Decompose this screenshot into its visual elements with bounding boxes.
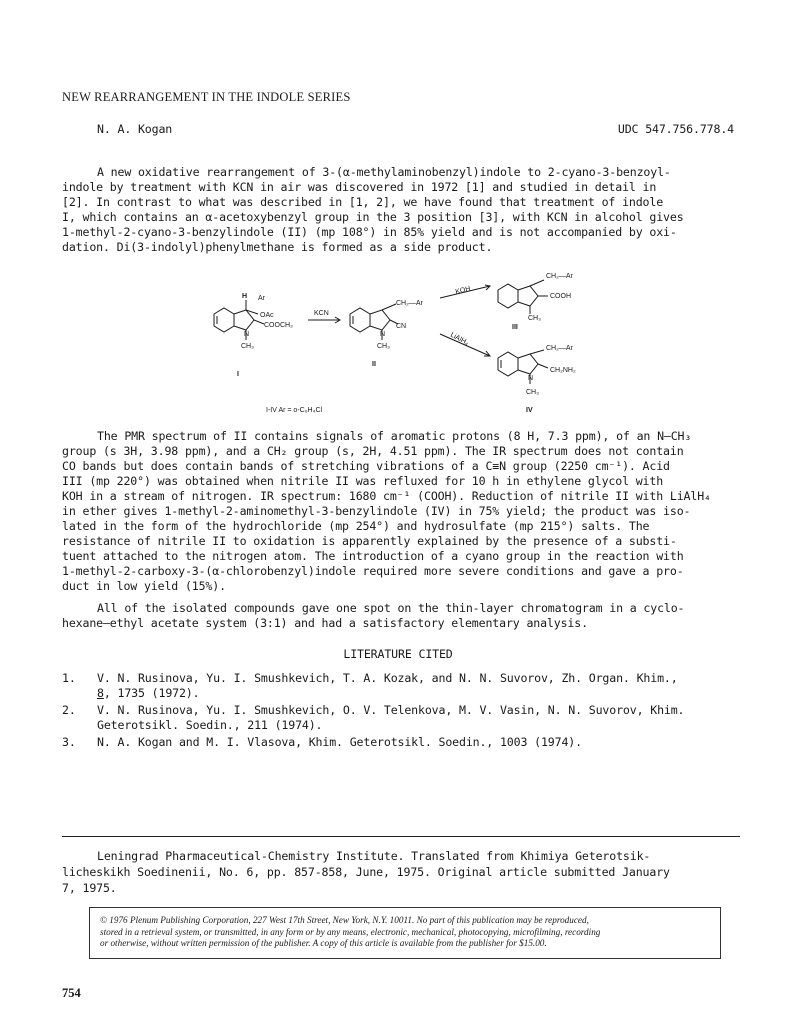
text-line: All of the isolated compounds gave one spot on the thin-layer chromatogram in a cyclo- xyxy=(97,601,685,615)
text-line: hexane—ethyl acetate system (3:1) and had a satisfactory elementary analysis. xyxy=(62,616,588,630)
compound-III-structure xyxy=(498,280,548,314)
compound-II-structure xyxy=(350,304,398,340)
reference-text: , 1735 (1972). xyxy=(103,686,200,700)
text-line: Leningrad Pharmaceutical-Chemistry Institute. Translated from Khimiya Geterotsik- xyxy=(97,849,651,863)
udc-code: UDC 547.756.778.4 xyxy=(617,122,734,136)
affiliation-note xyxy=(62,848,742,896)
scheme-label: COOCH₃ xyxy=(264,322,293,329)
text-line: The PMR spectrum of II contains signals of aromatic protons (8 H, 7.3 ppm), of an N—CH₃ xyxy=(97,429,692,443)
scheme-label: CH₃ xyxy=(377,343,390,350)
reference-number: 3. xyxy=(62,735,76,749)
text-line: 1-methyl-2-carboxy-3-(α-chlorobenzyl)indole required more severe conditions and gave a pro- xyxy=(62,564,684,578)
text-line: CO bands but does contain bands of stretching vibrations of a C≡N group (2250 cm⁻¹). Acid xyxy=(62,459,670,473)
scheme-label: CH₃ xyxy=(241,343,254,350)
tlc-paragraph xyxy=(62,601,740,631)
text-line: group (s 3H, 3.98 ppm), and a CH₂ group (s, 2H, 4.51 ppm). The IR spectrum does not contain xyxy=(62,444,684,458)
scheme-label: N xyxy=(244,331,250,338)
text-line: resistance of nitrile II to oxidation is apparently explained by the presence of a substi- xyxy=(62,534,677,548)
reagent-lialh4: LiAlH₄ xyxy=(449,331,470,347)
text-line: I, which contains an α-acetoxybenzyl group in the 3 position [3], with KCN in alcohol gives xyxy=(62,210,684,224)
reference-item xyxy=(62,703,742,733)
scheme-label: CH₂—Ar xyxy=(546,345,573,352)
reference-number: 1. xyxy=(62,671,76,685)
text-line: 7, 1975. xyxy=(62,881,117,895)
scheme-label: N xyxy=(528,375,534,382)
compound-I-structure xyxy=(214,300,264,340)
reference-text: Geterotsikl. Soedin., 211 (1974). xyxy=(97,718,323,732)
text-line: indole by treatment with KCN in air was discovered in 1972 [1] and studied in detail in xyxy=(62,180,657,194)
reference-text: N. A. Kogan and M. I. Vlasova, Khim. Geterotsikl. Soedin., 1003 (1974). xyxy=(97,735,582,749)
scheme-label: CH₂—Ar xyxy=(546,273,573,280)
intro-paragraph xyxy=(62,165,740,255)
text-line: in ether gives 1-methyl-2-aminomethyl-3-benzylindole (IV) in 75% yield; the product was iso- xyxy=(62,504,691,518)
scheme-label: CH₂—Ar xyxy=(396,300,423,307)
scheme-label: CH₂NH₂ xyxy=(550,367,576,374)
author-name: N. A. Kogan xyxy=(97,122,173,136)
text-line: dation. Di(3-indolyl)phenylmethane is formed as a side product. xyxy=(62,240,493,254)
scheme-label: CH₃ xyxy=(528,315,541,322)
text-line: or otherwise, without written permission of the publisher. A copy of this article is available from the publisher for $15.00. xyxy=(100,938,547,948)
compound-IV-structure xyxy=(498,350,548,384)
reagent-koh: KOH xyxy=(454,285,472,296)
text-line: stored in a retrieval system, or transmitted, in any form or by any means, electronic, mechanical, photocopying, microfilming, recording xyxy=(100,926,601,937)
text-line: [2]. In contrast to what was described in [1, 2], we have found that treatment of indole xyxy=(62,195,664,209)
scheme-label: OAc xyxy=(260,312,274,319)
text-line: A new oxidative rearrangement of 3-(α-methylaminobenzyl)indole to 2-cyano-3-benzoyl- xyxy=(97,165,671,179)
reference-text: V. N. Rusinova, Yu. I. Smushkevich, T. A. Kozak, and N. N. Suvorov, Zh. Organ. Khim., xyxy=(97,671,678,685)
scheme-label: N xyxy=(380,331,386,338)
reagent-kcn: KCN xyxy=(314,310,329,317)
text-line: lated in the form of the hydrochloride (mp 254°) and hydrosulfate (mp 215°) salts. The xyxy=(62,519,650,533)
scheme-label: COOH xyxy=(550,293,571,300)
text-line: 1-methyl-2-cyano-3-benzylindole (II) (mp 108°) in 85% yield and is not accompanied by oxi- xyxy=(62,225,677,239)
literature-heading: LITERATURE CITED xyxy=(343,647,453,661)
reference-text: V. N. Rusinova, Yu. I. Smushkevich, O. V. Telenkova, M. V. Vasin, N. N. Suvorov, Khim. xyxy=(97,703,685,717)
text-line: duct in low yield (15%). xyxy=(62,579,226,593)
text-line: KOH in a stream of nitrogen. IR spectrum: 1680 cm⁻¹ (COOH). Reduction of nitrile II with LiAlH₄ xyxy=(62,489,711,503)
reference-item xyxy=(62,735,742,750)
scheme-label: CN xyxy=(396,323,407,330)
reference-item xyxy=(62,671,742,701)
compound-label-II: II xyxy=(372,361,376,368)
body-paragraph xyxy=(62,429,740,594)
reference-number: 2. xyxy=(62,703,76,717)
scheme-label: Ar xyxy=(258,295,265,302)
page-number: 754 xyxy=(62,986,81,1000)
text-line: © 1976 Plenum Publishing Corporation, 227 West 17th Street, New York, N.Y. 10011. No part of this publication may be reproduced, xyxy=(100,915,589,925)
text-line: III (mp 220°) was obtained when nitrile II was refluxed for 10 h in ethylene glycol with xyxy=(62,474,664,488)
reference-list xyxy=(62,671,742,752)
reaction-scheme xyxy=(200,273,600,419)
footer-rule xyxy=(62,836,740,837)
compound-label-IV: IV xyxy=(526,407,533,414)
text-line: tuent attached to the nitrogen atom. The introduction of a cyano group in the reaction with xyxy=(62,549,684,563)
reference-volume: 8 xyxy=(97,686,104,700)
copyright-notice xyxy=(89,907,721,959)
scheme-legend: I-IV Ar = o-C₆H₄Cl xyxy=(266,407,323,414)
text-line: licheskikh Soedinenii, No. 6, pp. 857-858, June, 1975. Original article submitted January xyxy=(62,865,670,879)
scheme-label: H xyxy=(242,293,248,300)
article-title: NEW REARRANGEMENT IN THE INDOLE SERIES xyxy=(62,90,351,104)
compound-label-III: III xyxy=(512,324,518,331)
scheme-label: CH₃ xyxy=(526,389,539,396)
compound-label-I: I xyxy=(237,371,239,378)
